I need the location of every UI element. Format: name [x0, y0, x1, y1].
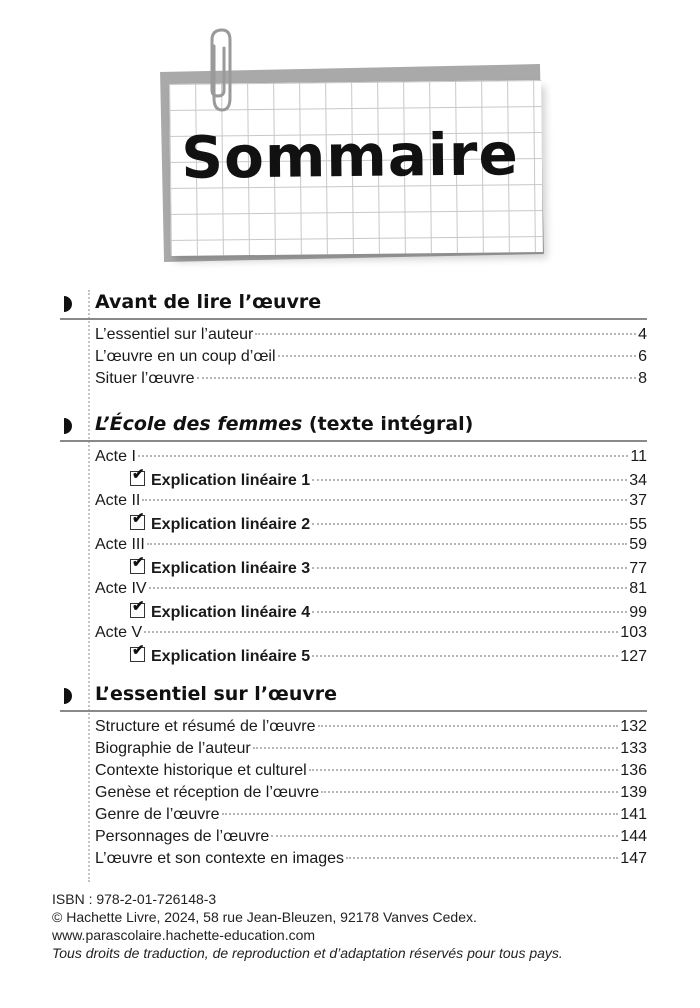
section-entries: [60, 712, 647, 872]
entry-page: 4: [638, 326, 647, 343]
entry-label: Genre de l’œuvre: [95, 806, 220, 823]
section-title-text: Avant de lire l’œuvre: [95, 291, 322, 313]
toc-entry-explication[interactable]: [60, 470, 647, 492]
toc-entry[interactable]: [60, 326, 647, 348]
section-title-text: (texte intégral): [302, 413, 474, 435]
entry-label: Situer l’œuvre: [95, 370, 195, 387]
toc-entry-explication[interactable]: [60, 514, 647, 536]
entry-page: 141: [620, 806, 647, 823]
section-entries: [60, 320, 647, 392]
half-circle-bullet-icon: [64, 296, 72, 312]
dot-leader: [271, 835, 618, 837]
entry-page: 6: [638, 348, 647, 365]
section-entries: [60, 442, 647, 668]
entry-label: Acte III: [95, 536, 145, 553]
checked-box-icon: [130, 471, 145, 486]
dot-leader: [255, 333, 636, 335]
toc-section-essentiel-oeuvre: [60, 680, 647, 872]
entry-label: L’essentiel sur l’auteur: [95, 326, 254, 343]
toc-entry[interactable]: [60, 762, 647, 784]
dot-leader: [312, 479, 627, 481]
half-circle-bullet-icon: [64, 418, 72, 434]
toc-entry-explication[interactable]: [60, 646, 647, 668]
entry-label: Acte II: [95, 492, 141, 509]
toc-entry-explication[interactable]: [60, 602, 647, 624]
toc-entry-explication[interactable]: [60, 558, 647, 580]
entry-label: Biographie de l’auteur: [95, 740, 251, 757]
section-title-text: L’essentiel sur l’œuvre: [95, 683, 337, 705]
entry-label: Explication linéaire 1: [151, 472, 311, 489]
entry-page: 147: [620, 850, 647, 867]
dot-leader: [142, 499, 627, 501]
entry-label: Acte V: [95, 624, 143, 641]
entry-label: Explication linéaire 2: [151, 516, 311, 533]
toc-entry-acte[interactable]: [60, 624, 647, 646]
dot-leader: [346, 857, 618, 859]
dot-leader: [149, 587, 628, 589]
entry-label: Explication linéaire 3: [151, 560, 311, 577]
toc-section-texte-integral: [60, 410, 647, 668]
dot-leader: [312, 611, 627, 613]
entry-page: 81: [629, 580, 647, 597]
checked-box-icon: [130, 603, 145, 618]
title-card: [150, 30, 550, 260]
section-title: [95, 291, 321, 313]
toc-entry[interactable]: [60, 370, 647, 392]
toc-entry[interactable]: [60, 718, 647, 740]
dot-leader: [321, 791, 618, 793]
website-link[interactable]: www.parascolaire.hachette-education.com: [52, 927, 316, 943]
entry-page: 136: [620, 762, 647, 779]
entry-page: 59: [629, 536, 647, 553]
entry-label: Explication linéaire 4: [151, 604, 311, 621]
copyright: © Hachette Livre, 2024, 58 rue Jean-Bleuzen, 92178 Vanves Cedex.: [52, 909, 477, 925]
isbn: ISBN : 978-2-01-726148-3: [52, 891, 217, 907]
entry-page: 11: [630, 448, 647, 465]
entry-page: 139: [620, 784, 647, 801]
toc-entry-acte[interactable]: [60, 536, 647, 558]
entry-page: 37: [629, 492, 647, 509]
toc-entry-acte[interactable]: [60, 448, 647, 470]
checked-box-icon: [130, 515, 145, 530]
entry-label: Explication linéaire 5: [151, 648, 311, 665]
section-header: [60, 288, 647, 320]
section-title: [95, 683, 337, 705]
entry-label: Acte IV: [95, 580, 147, 597]
toc-entry[interactable]: [60, 784, 647, 806]
colophon: [52, 890, 672, 962]
entry-label: L’œuvre en un coup d’œil: [95, 348, 276, 365]
toc-entry-acte[interactable]: [60, 580, 647, 602]
entry-label: Acte I: [95, 448, 136, 465]
entry-label: Personnages de l’œuvre: [95, 828, 270, 845]
toc-entry[interactable]: [60, 806, 647, 828]
section-header: [60, 680, 647, 712]
dot-leader: [318, 725, 619, 727]
entry-page: 8: [638, 370, 647, 387]
section-header: [60, 410, 647, 442]
entry-label: Genèse et réception de l’œuvre: [95, 784, 320, 801]
entry-page: 133: [620, 740, 647, 757]
entry-page: 144: [620, 828, 647, 845]
rights-notice: Tous droits de traduction, de reproduction et d’adaptation réservés pour tous pays.: [52, 945, 563, 961]
toc-section-avant-de-lire: [60, 288, 647, 392]
dot-leader: [312, 523, 627, 525]
dot-leader: [312, 567, 627, 569]
checked-box-icon: [130, 647, 145, 662]
dot-leader: [144, 631, 618, 633]
paperclip-icon: [200, 26, 240, 116]
entry-label: Contexte historique et culturel: [95, 762, 307, 779]
toc-entry[interactable]: [60, 828, 647, 850]
entry-page: 99: [629, 604, 647, 621]
entry-label: L’œuvre et son contexte en images: [95, 850, 345, 867]
toc-entry[interactable]: [60, 740, 647, 762]
half-circle-bullet-icon: [64, 688, 72, 704]
dot-leader: [147, 543, 627, 545]
entry-page: 132: [620, 718, 647, 735]
dot-leader: [197, 377, 637, 379]
dot-leader: [309, 769, 619, 771]
toc-entry-acte[interactable]: [60, 492, 647, 514]
dot-leader: [222, 813, 619, 815]
toc-entry[interactable]: [60, 850, 647, 872]
entry-page: 103: [620, 624, 647, 641]
dot-leader: [278, 355, 637, 357]
entry-page: 34: [629, 472, 647, 489]
entry-page: 127: [620, 648, 647, 665]
entry-page: 77: [629, 560, 647, 577]
toc-entry[interactable]: [60, 348, 647, 370]
page-title: Sommaire: [180, 120, 520, 192]
checked-box-icon: [130, 559, 145, 574]
section-title: [95, 413, 473, 435]
section-title-italic: L’École des femmes: [95, 413, 303, 435]
dot-leader: [312, 655, 618, 657]
entry-label: Structure et résumé de l’œuvre: [95, 718, 316, 735]
entry-page: 55: [629, 516, 647, 533]
dot-leader: [253, 747, 619, 749]
dot-leader: [138, 455, 628, 457]
